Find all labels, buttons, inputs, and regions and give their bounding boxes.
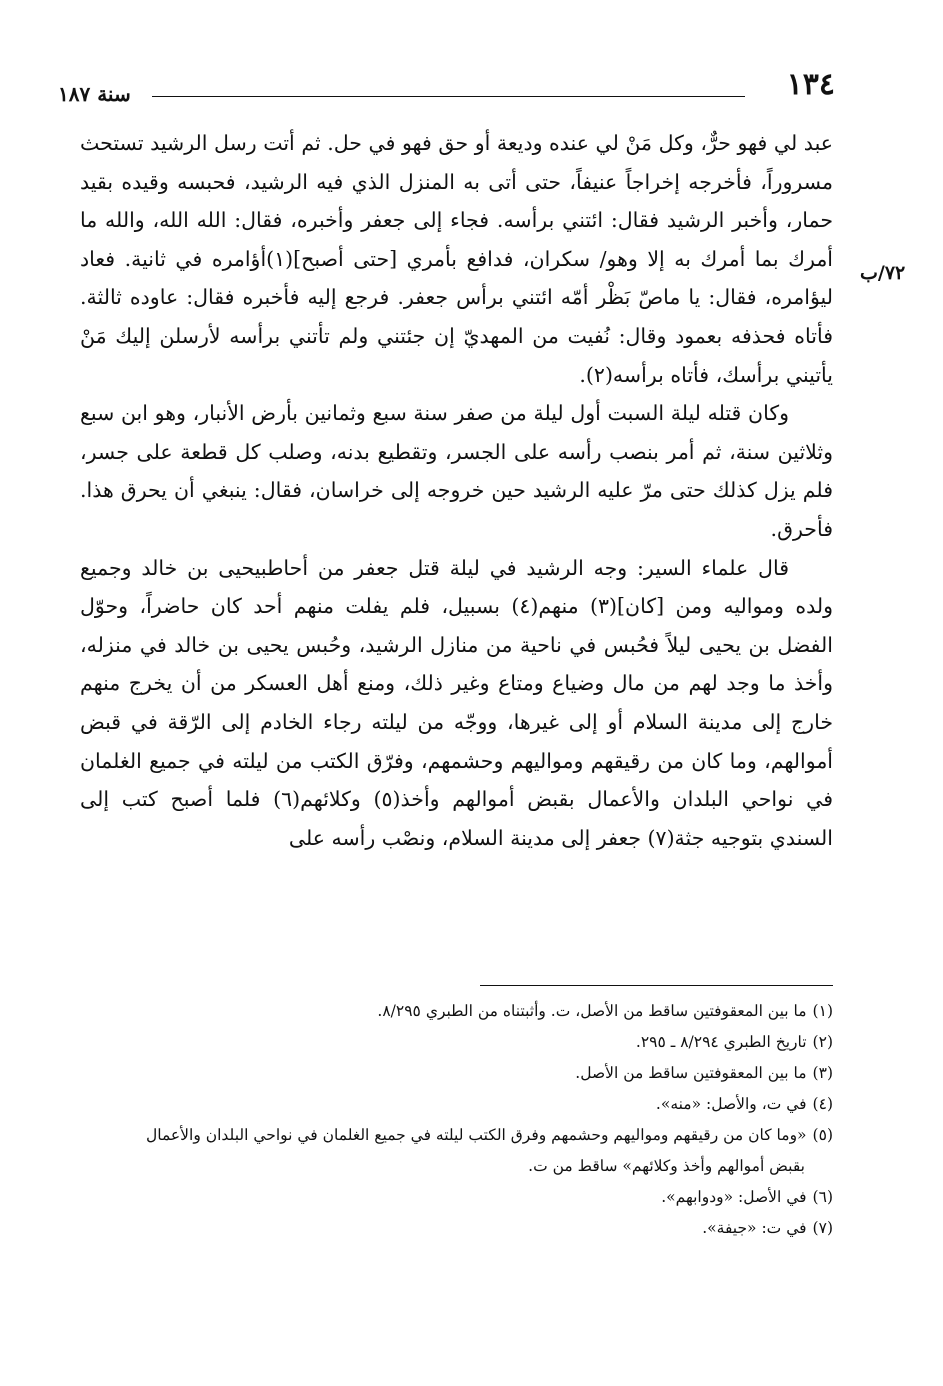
header-rule <box>152 96 745 97</box>
page-number: ١٣٤ <box>786 67 835 102</box>
footnote <box>84 1182 833 1213</box>
paragraph: قال علماء السير: وجه الرشيد في ليلة قتل جعفر من أحاطبيحيى بن خالد وجميع ولده ومواليه ومن [كان](٣) منهم(٤) بسبيل، فلم يفلت منهم أحد كان حاضراً، وحوّل الفضل بن يحيى ليلاً فحُبس في ناحية من منازل الرشيد، وحُبس يحيى بن خالد في منزله، وأخذ ما وجد لهم من مال وضياع ومتاع وغير ذلك، ومنع أهل العسكر من أن يخرج منهم خارج إلى مدينة السلام أو إلى غيرها، ووجّه من ليلته رجاء الخادم إلى الرّقة في قبض أموالهم، وما كان من رقيقهم ومواليهم وحشمهم، وفرّق الكتب من ليلته في جميع الغلمان في نواحي البلدان والأعمال بقبض أموالهم وأخذ(٥) وكلائهم(٦) فلما أصبح كتب إلى السندي بتوجيه جثة(٧) جعفر إلى مدينة السلام، ونصْب رأسه على <box>80 555 834 850</box>
footnote-number: (٣) <box>812 1064 833 1082</box>
footnote-text: في ت: «جيفة». <box>702 1219 807 1237</box>
footnote <box>84 996 833 1027</box>
footnote-number: (٧) <box>812 1219 833 1237</box>
footnote-text: في ت، والأصل: «منه». <box>655 1095 807 1113</box>
footnote-text: ما بين المعقوفتين ساقط من الأصل، ت. وأثبتناه من الطبري ٨/٢٩٥. <box>377 1002 807 1020</box>
footnote-continuation: بقبض أموالهم وأخذ وكلائهم» ساقط من ت. <box>528 1157 805 1175</box>
footnote <box>84 1089 833 1120</box>
footnote-number: (١) <box>812 1002 833 1020</box>
footnote-text: تاريخ الطبري ٨/٢٩٤ ـ ٢٩٥. <box>635 1033 807 1051</box>
margin-folio-note: ٧٢/ب <box>860 262 906 284</box>
footnote-text: في الأصل: «ودوابهم». <box>661 1188 807 1206</box>
paragraph: وكان قتله ليلة السبت أول ليلة من صفر سنة سبع وثمانين بأرض الأنبار، وهو ابن سبع وثلاثين سنة، ثم أمر بنصب رأسه على الجسر، وتقطيع بدنه، وصلب كل قطعة على جسر، فلم يزل كذلك حتى مرّ عليه الرشيد حين خروجه إلى خراسان، فقال: ينبغي أن يحرق هذا. فأحرق. <box>80 401 833 541</box>
main-text <box>80 124 833 857</box>
footnote-separator <box>480 985 833 986</box>
footnotes <box>84 996 833 1244</box>
footnote <box>84 1120 833 1151</box>
footnote-number: (٥) <box>812 1126 833 1144</box>
footnote <box>84 1058 833 1089</box>
footnote <box>84 1213 833 1244</box>
paragraph: عبد لي فهو حرٌّ، وكل مَنْ لي عنده وديعة أو حق فهو في حل. ثم أتت رسل الرشيد تستحث مسروراً، فأخرجه إخراجاً عنيفاً، حتى أتى به المنزل الذي فيه الرشيد، فحبسه وقيده بقيد حمار، وأخبر الرشيد فقال: ائتني برأسه. فجاء إلى جعفر وأخبره، فقال: الله الله، والله ما أمرك بما أمرك به إلا وهو/ سكران، فدافع بأمري [حتى أصبح](١)أؤامره في ثانية. فعاد ليؤامره، فقال: يا ماصّ بَظْر أمّه ائتني برأس جعفر. فرجع إليه فأخبره فقال: عاوده ثالثة. فأتاه فحذفه بعمود وقال: نُفيت من المهديّ إن جئتني ولم تأتني برأسه لأرسلن إليك مَنْ يأتيني برأسك، فأتاه برأسه(٢). <box>80 131 834 387</box>
footnote <box>84 1027 833 1058</box>
footnote-number: (٢) <box>812 1033 833 1051</box>
footnote-number: (٦) <box>812 1188 833 1206</box>
running-header-year: سنة ١٨٧ <box>58 82 131 106</box>
footnote-text: ما بين المعقوفتين ساقط من الأصل. <box>575 1064 807 1082</box>
footnote-number: (٤) <box>812 1095 833 1113</box>
footnote-text: «وما كان من رقيقهم ومواليهم وحشمهم وفرق الكتب ليلته في جميع الغلمان في نواحي البلدان والأعمال <box>145 1126 807 1144</box>
